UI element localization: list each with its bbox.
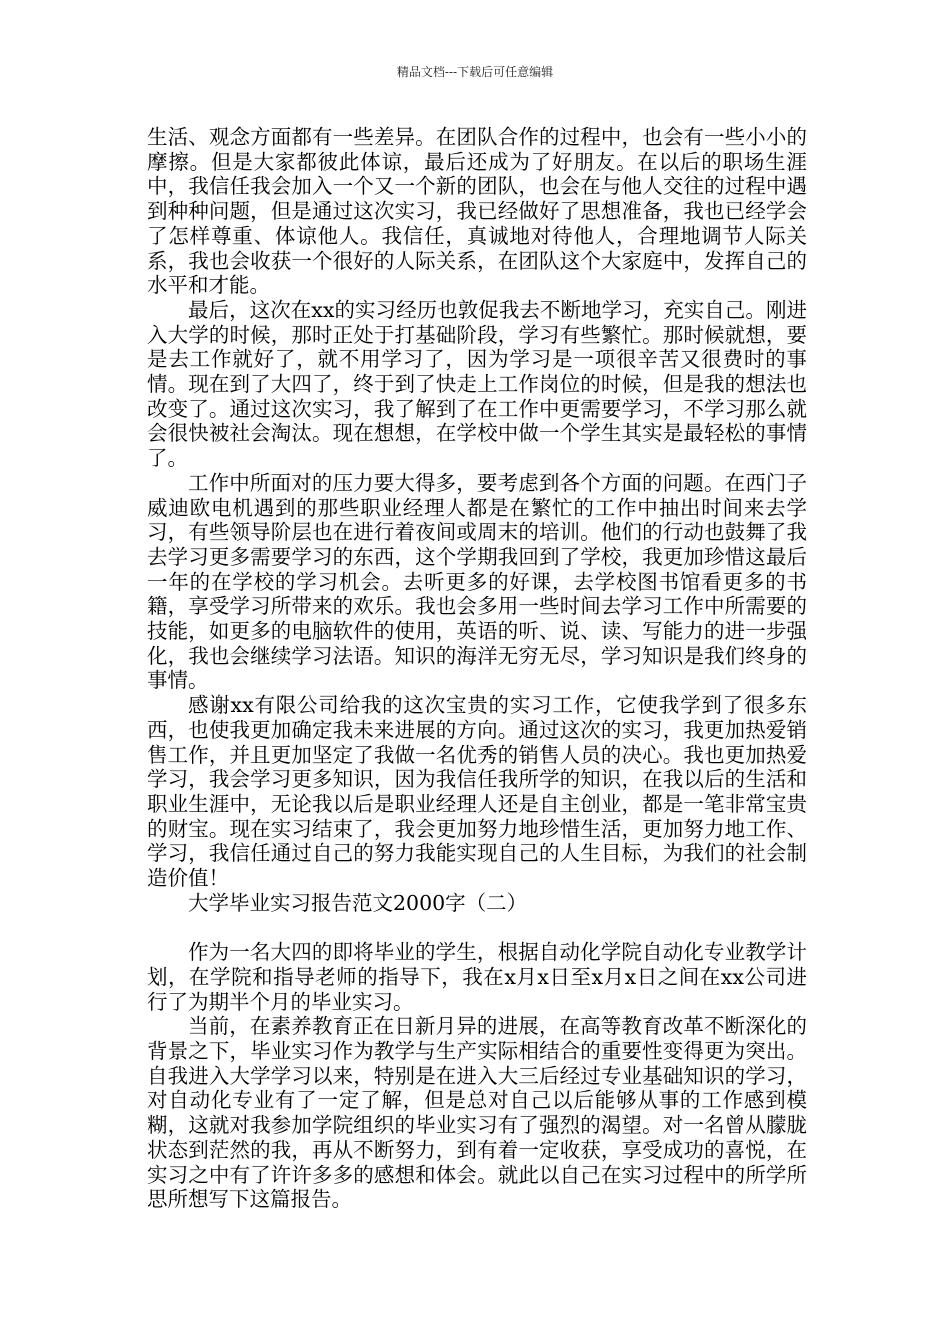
paragraph-work-pressure: 工作中所面对的压力要大得多，要考虑到各个方面的问题。在西门子威迪欧电机遇到的那些职业经理人都是在繁忙的工作中抽出时间来去学习，有些领导阶层也在进行着夜间或周末的培训。他们的行动也鼓舞了我去学习更多需要学习的东西，这个学期我回到了学校，我更加珍惜这最后一年的在学校的学习机会。去听更多的好课，去学校图书馆看更多的书籍，享受学习所带来的欢乐。我也会多用一些时间去学习工作中所需要的技能，如更多的电脑软件的使用，英语的听、说、读、写能力的进一步强化，我也会继续学习法语。知识的海洋无穷无尽，学习知识是我们终身的事情。 [147, 470, 807, 693]
blank-line [147, 916, 807, 941]
page-header: 精品文档---下载后可任意编辑 [396, 65, 554, 79]
section-heading: 大学毕业实习报告范文2000字（二） [188, 890, 528, 915]
paragraph-introduction: 作为一名大四的即将毕业的学生，根据自动化学院自动化专业教学计划，在学院和指导老师的指导下，我在x月x日至x月x日之间在xx公司进行了为期半个月的毕业实习。 [147, 940, 807, 1014]
paragraph-background: 当前，在素养教育正在日新月异的进展，在高等教育改革不断深化的背景之下，毕业实习作为教学与生产实际相结合的重要性变得更为突出。自我进入大学学习以来，特别是在进入大三后经过专业基础知识的学习，对自动化专业有了一定了解，但是总对自己以后能够从事的工作感到模糊，这就对我参加学院组织的毕业实习有了强烈的渴望。对一名曾从朦胧状态到茫然的我，再从不断努力，到有着一定收获，享受成功的喜悦，在实习之中有了许许多多的感想和体会。就此以自己在实习过程中的所学所思所想写下这篇报告。 [147, 1014, 807, 1212]
paragraph-gratitude: 感谢xx有限公司给我的这次宝贵的实习工作，它使我学到了很多东西，也使我更加确定我未来进展的方向。通过这次的实习，我更加热爱销售工作，并且更加坚定了我做一名优秀的销售人员的决心。我也更加热爱学习，我会学习更多知识，因为我信任我所学的知识，在我以后的生活和职业生涯中，无论我以后是职业经理人还是自主创业，都是一笔非常宝贵的财宝。现在实习结束了，我会更加努力地珍惜生活，更加努力地工作、学习，我信任通过自己的努力我能实现自己的人生目标，为我们的社会制造价值！ [147, 693, 807, 891]
document-body [147, 125, 807, 1212]
paragraph-teamwork: 生活、观念方面都有一些差异。在团队合作的过程中，也会有一些小小的摩擦。但是大家都彼此体谅，最后还成为了好朋友。在以后的职场生涯中，我信任我会加入一个又一个新的团队，也会在与他人交往的过程中遇到种种问题，但是通过这次实习，我已经做好了思想准备，我也已经学会了怎样尊重、体谅他人。我信任，真诚地对待他人，合理地调节人际关系，我也会收获一个很好的人际关系，在团队这个大家庭中，发挥自己的水平和才能。 [147, 125, 807, 298]
paragraph-continuous-learning: 最后，这次在xx的实习经历也敦促我去不断地学习，充实自己。刚进入大学的时候，那时正处于打基础阶段，学习有些繁忙。那时候就想，要是去工作就好了，就不用学习了，因为学习是一项很辛苦又很费时的事情。现在到了大四了，终于到了快走上工作岗位的时候，但是我的想法也改变了。通过这次实习，我了解到了在工作中更需要学习，不学习那么就会很快被社会淘汰。现在想想，在学校中做一个学生其实是最轻松的事情了。 [147, 297, 807, 471]
